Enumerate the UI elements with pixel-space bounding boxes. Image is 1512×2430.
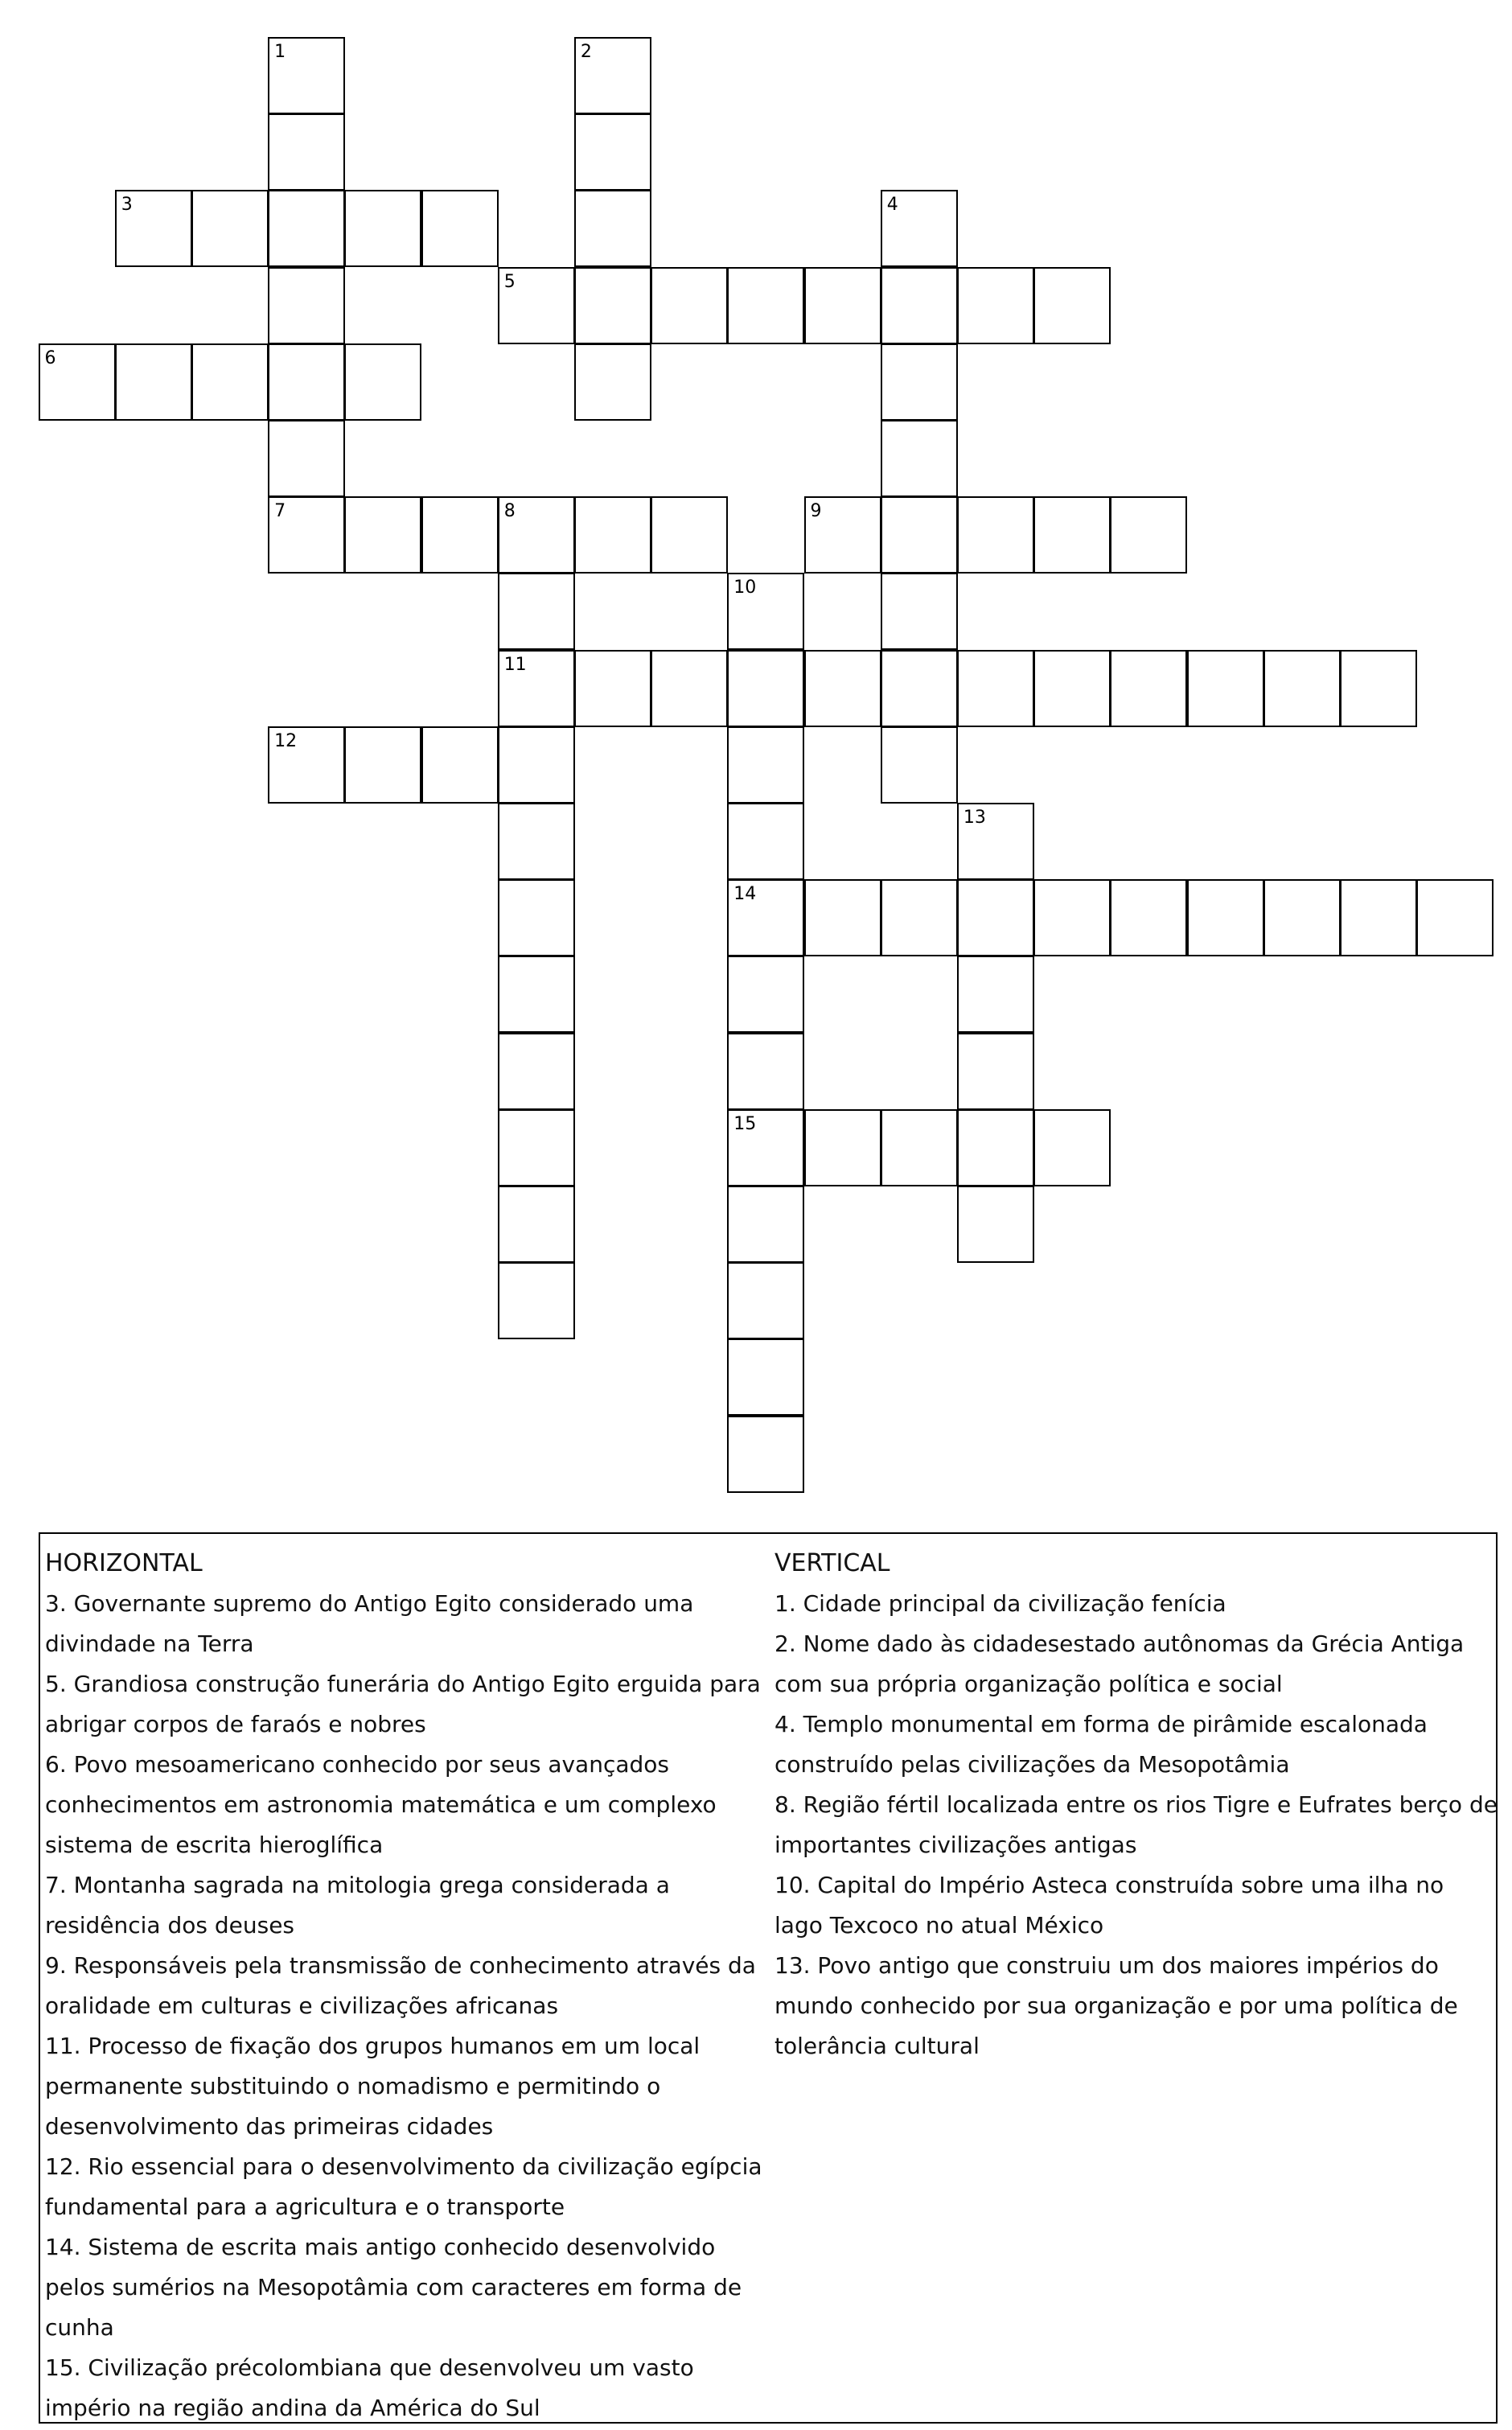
clue-number: 7: [274, 501, 286, 522]
grid-cell[interactable]: [498, 650, 575, 727]
across-clue-6: 6. Povo mesoamericano conhecido por seus avançados conhecimentos em astronomia matemática e um complexo sistema de escrita hieroglífica: [45, 1751, 717, 1858]
grid-cell[interactable]: [1340, 879, 1417, 956]
grid-cell[interactable]: [727, 1416, 804, 1493]
grid-cell[interactable]: [498, 573, 575, 650]
grid-cell[interactable]: [881, 343, 958, 421]
grid-cell[interactable]: [804, 267, 881, 344]
grid-cell[interactable]: [498, 956, 575, 1033]
clue-number: 4: [886, 195, 898, 216]
grid-cell[interactable]: [268, 343, 345, 421]
grid-cell[interactable]: [1033, 879, 1111, 956]
grid-cell[interactable]: [957, 496, 1034, 574]
down-header: VERTICAL: [774, 1549, 890, 1577]
clue-number: 9: [810, 501, 822, 522]
grid-cell[interactable]: [344, 343, 421, 421]
grid-cell[interactable]: [881, 573, 958, 650]
grid-cell[interactable]: [268, 113, 345, 191]
across-clue-list: [45, 1584, 769, 2428]
grid-cell[interactable]: [1033, 1109, 1111, 1186]
grid-cell[interactable]: [957, 267, 1034, 344]
clue-number: 10: [733, 578, 757, 598]
grid-cell[interactable]: [727, 1186, 804, 1263]
down-clue-13: 13. Povo antigo que construiu um dos maiores impérios do mundo conhecido por sua organização e por uma política de tolerância cultural: [774, 1952, 1458, 2059]
grid-cell[interactable]: [1033, 267, 1111, 344]
down-clue-2: 2. Nome dado às cidadesestado autônomas da Grécia Antiga com sua própria organização política e social: [774, 1630, 1465, 1697]
clue-number: 13: [963, 808, 986, 828]
clue-number: 8: [503, 501, 516, 522]
grid-cell[interactable]: [1187, 879, 1264, 956]
down-clue-10: 10. Capital do Império Asteca construída sobre uma ilha no lago Texcoco no atual México: [774, 1872, 1444, 1939]
grid-cell[interactable]: [498, 267, 575, 344]
across-clue-14: 14. Sistema de escrita mais antigo conhecido desenvolvido pelos sumérios na Mesopotâmia com caracteres em forma de cunha: [45, 2234, 742, 2341]
grid-cell[interactable]: [881, 1109, 958, 1186]
grid-cell[interactable]: [881, 650, 958, 727]
grid-cell[interactable]: [344, 190, 421, 267]
across-clue-5: 5. Grandiosa construção funerária do Antigo Egito erguida para abrigar corpos de faraós e nobres: [45, 1671, 761, 1737]
grid-cell[interactable]: [1110, 496, 1187, 574]
grid-cell[interactable]: [1340, 650, 1417, 727]
grid-cell[interactable]: [574, 267, 651, 344]
grid-cell[interactable]: [268, 190, 345, 267]
grid-cell[interactable]: [1263, 650, 1341, 727]
down-clues: [774, 1534, 1498, 2066]
grid-cell[interactable]: [727, 1338, 804, 1416]
grid-cell[interactable]: [1110, 650, 1187, 727]
grid-cell[interactable]: [881, 496, 958, 574]
grid-cell[interactable]: [574, 496, 651, 574]
grid-cell[interactable]: [804, 1109, 881, 1186]
grid-cell[interactable]: [727, 267, 804, 344]
grid-cell[interactable]: [727, 803, 804, 880]
grid-cell[interactable]: [957, 803, 1034, 880]
clue-number: 5: [503, 271, 516, 292]
grid-cell[interactable]: [498, 1109, 575, 1186]
across-clue-9: 9. Responsáveis pela transmissão de conhecimento através da oralidade em culturas e civilizações africanas: [45, 1952, 756, 2019]
grid-cell[interactable]: [804, 496, 881, 574]
across-clue-15: 15. Civilização précolombiana que desenvolveu um vasto império na região andina da América do Sul: [45, 2354, 694, 2421]
grid-cell[interactable]: [957, 1109, 1034, 1186]
grid-cell[interactable]: [1033, 496, 1111, 574]
grid-cell[interactable]: [727, 1262, 804, 1339]
grid-cell[interactable]: [727, 1033, 804, 1110]
grid-cell[interactable]: [39, 343, 116, 421]
grid-cell[interactable]: [1110, 879, 1187, 956]
grid-cell[interactable]: [498, 496, 575, 574]
grid-cell[interactable]: [498, 1033, 575, 1110]
grid-cell[interactable]: [957, 879, 1034, 956]
clue-number: 6: [44, 347, 56, 368]
across-clue-12: 12. Rio essencial para o desenvolvimento da civilização egípcia fundamental para a agricultura e o transporte: [45, 2153, 762, 2220]
grid-cell[interactable]: [574, 650, 651, 727]
grid-cell[interactable]: [344, 496, 421, 574]
grid-cell[interactable]: [268, 496, 345, 574]
grid-cell[interactable]: [881, 420, 958, 497]
grid-cell[interactable]: [1187, 650, 1264, 727]
grid-cell[interactable]: [421, 496, 499, 574]
grid-cell[interactable]: [191, 190, 269, 267]
down-clue-list: [774, 1584, 1498, 2066]
grid-cell[interactable]: [498, 1262, 575, 1339]
grid-cell[interactable]: [268, 420, 345, 497]
grid-cell[interactable]: [191, 343, 269, 421]
grid-cell[interactable]: [881, 267, 958, 344]
grid-cell[interactable]: [727, 650, 804, 727]
clue-number: 3: [121, 195, 133, 216]
clue-number: 15: [733, 1113, 757, 1134]
grid-cell[interactable]: [1033, 650, 1111, 727]
grid-cell[interactable]: [268, 267, 345, 344]
clue-number: 11: [503, 654, 527, 675]
grid-cell[interactable]: [574, 37, 651, 114]
grid-cell[interactable]: [651, 496, 728, 574]
grid-cell[interactable]: [1416, 879, 1494, 956]
grid-cell[interactable]: [957, 1186, 1034, 1263]
grid-cell[interactable]: [881, 879, 958, 956]
grid-cell[interactable]: [727, 726, 804, 804]
across-clues: [45, 1534, 769, 2428]
grid-cell[interactable]: [115, 190, 192, 267]
grid-cell[interactable]: [574, 343, 651, 421]
down-clue-4: 4. Templo monumental em forma de pirâmide escalonada construído pelas civilizações da Mesopotâmia: [774, 1711, 1428, 1778]
grid-cell[interactable]: [268, 726, 345, 804]
grid-cell[interactable]: [957, 1033, 1034, 1110]
grid-cell[interactable]: [881, 190, 958, 267]
clue-number: 14: [733, 884, 757, 905]
grid-cell[interactable]: [498, 726, 575, 804]
grid-cell[interactable]: [421, 190, 499, 267]
grid-cell[interactable]: [727, 1109, 804, 1186]
across-header: HORIZONTAL: [45, 1549, 203, 1577]
grid-cell[interactable]: [957, 956, 1034, 1033]
across-clue-3: 3. Governante supremo do Antigo Egito considerado uma divindade na Terra: [45, 1590, 694, 1657]
grid-cell[interactable]: [727, 879, 804, 956]
down-clue-8: 8. Região fértil localizada entre os rios Tigre e Eufrates berço de importantes civilizações antigas: [774, 1791, 1498, 1858]
grid-cell[interactable]: [421, 726, 499, 804]
clues-panel: [39, 1532, 1498, 2424]
clue-number: 2: [580, 42, 592, 62]
clue-number: 12: [274, 730, 298, 751]
grid-cell[interactable]: [727, 956, 804, 1033]
grid-cell[interactable]: [268, 37, 345, 114]
grid-cell[interactable]: [651, 650, 728, 727]
across-clue-7: 7. Montanha sagrada na mitologia grega considerada a residência dos deuses: [45, 1872, 670, 1939]
grid-cell[interactable]: [498, 879, 575, 956]
grid-cell[interactable]: [957, 650, 1034, 727]
grid-cell[interactable]: [574, 113, 651, 191]
grid-cell[interactable]: [804, 650, 881, 727]
grid-cell[interactable]: [115, 343, 192, 421]
grid-cell[interactable]: [651, 267, 728, 344]
grid-cell[interactable]: [498, 1186, 575, 1263]
grid-cell[interactable]: [1263, 879, 1341, 956]
across-clue-11: 11. Processo de fixação dos grupos humanos em um local permanente substituindo o nomadismo e permitindo o desenvolvimento das primeiras cidades: [45, 2033, 701, 2140]
grid-cell[interactable]: [881, 726, 958, 804]
grid-cell[interactable]: [574, 190, 651, 267]
grid-cell[interactable]: [804, 879, 881, 956]
grid-cell[interactable]: [498, 803, 575, 880]
clue-number: 1: [274, 42, 286, 62]
down-clue-1: 1. Cidade principal da civilização fenícia: [774, 1590, 1226, 1617]
grid-cell[interactable]: [727, 573, 804, 650]
grid-cell[interactable]: [344, 726, 421, 804]
